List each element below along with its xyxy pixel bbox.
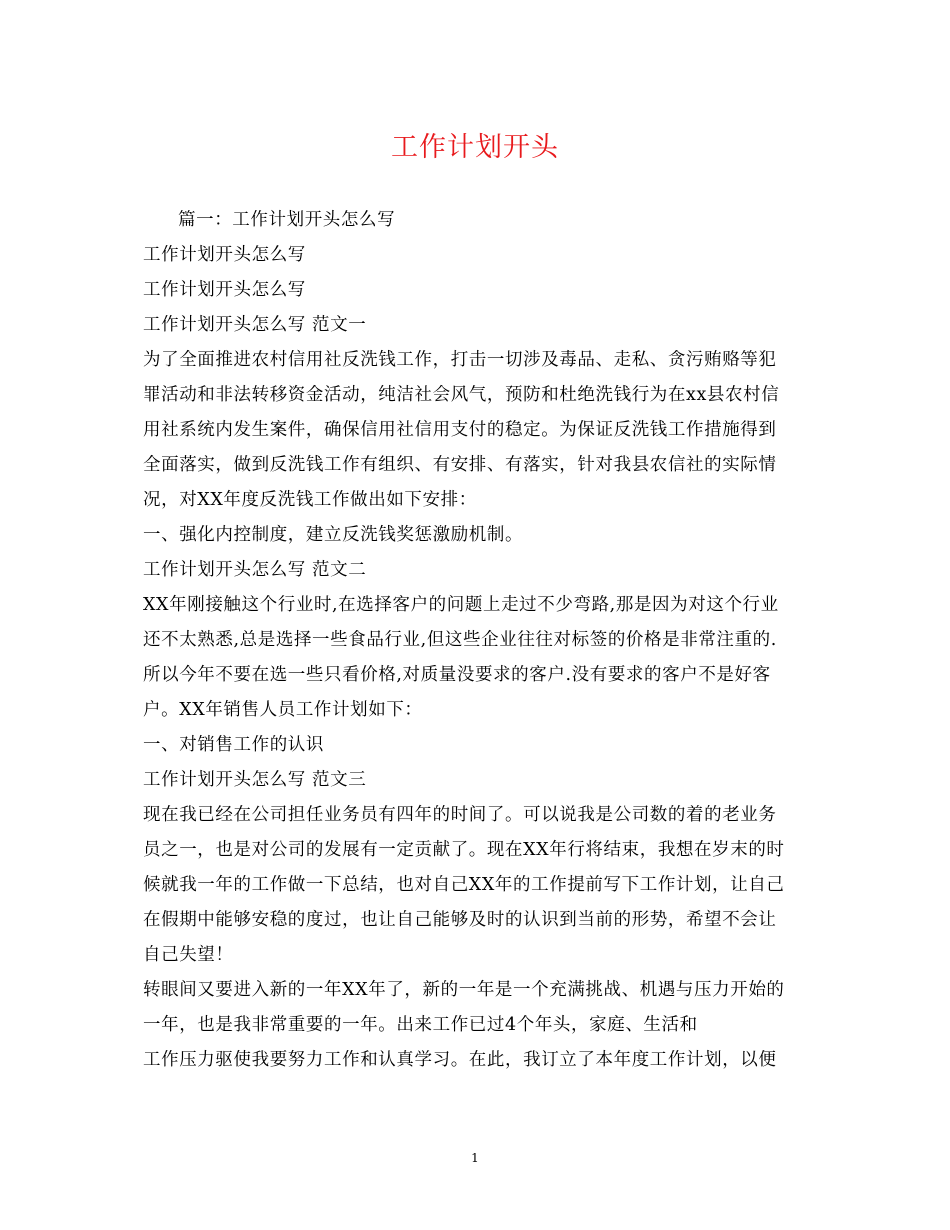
text-line: 为了全面推进农村信用社反洗钱工作，打击一切涉及毒品、走私、贪污贿赂等犯 (143, 350, 777, 370)
text-line: 所以今年不要在选一些只看价格,对质量没要求的客户.没有要求的客户不是好客 (143, 665, 771, 685)
text-line: 一、对销售工作的认识 (143, 735, 324, 755)
text-line: 在假期中能够安稳的度过，也让自己能够及时的认识到当前的形势，希望不会让 (143, 910, 777, 930)
document-title: 工作计划开头 (391, 132, 559, 163)
text-line: 候就我一年的工作做一下总结，也对自己XX年的工作提前写下工作计划，让自己 (143, 875, 785, 895)
text-line: 户。XX年销售人员工作计划如下： (143, 700, 423, 720)
text-line: 还不太熟悉,总是选择一些食品行业,但这些企业往往对标签的价格是非常注重的. (143, 630, 777, 650)
text-line: 一年，也是我非常重要的一年。出来工作已过4个年头，家庭、生活和 (143, 1015, 698, 1035)
text-line: 全面落实，做到反洗钱工作有组织、有安排、有落实，针对我县农信社的实际情 (143, 455, 777, 475)
text-line: 转眼间又要进入新的一年XX年了，新的一年是一个充满挑战、机遇与压力开始的 (143, 980, 785, 1000)
text-line: 工作计划开头怎么写 范文二 (143, 560, 367, 580)
text-line: 现在我已经在公司担任业务员有四年的时间了。可以说我是公司数的着的老业务 (143, 805, 777, 825)
text-line: 罪活动和非法转移资金活动，纯洁社会风气，预防和杜绝洗钱行为在xx县农村信 (143, 385, 780, 405)
text-line: 工作计划开头怎么写 范文三 (143, 770, 367, 790)
document-body (143, 203, 815, 1078)
text-line: 一、强化内控制度，建立反洗钱奖惩激励机制。 (143, 525, 524, 545)
text-line: 员之一，也是对公司的发展有一定贡献了。现在XX年行将结束，我想在岁末的时 (143, 840, 785, 860)
text-line: 工作压力驱使我要努力工作和认真学习。在此，我订立了本年度工作计划，以便 (143, 1050, 777, 1070)
text-line: 工作计划开头怎么写 (143, 245, 306, 265)
text-line: 用社系统内发生案件，确保信用社信用支付的稳定。为保证反洗钱工作措施得到 (143, 420, 777, 440)
text-line: 自己失望！ (143, 945, 234, 965)
text-line: 工作计划开头怎么写 范文一 (143, 315, 367, 335)
section-heading: 篇一：工作计划开头怎么写 (178, 210, 396, 230)
text-line: 工作计划开头怎么写 (143, 280, 306, 300)
page-number: 1 (471, 1151, 479, 1165)
text-line: XX年刚接触这个行业时,在选择客户的问题上走过不少弯路,那是因为对这个行业 (143, 595, 779, 615)
text-line: 况，对XX年度反洗钱工作做出如下安排： (143, 490, 477, 510)
